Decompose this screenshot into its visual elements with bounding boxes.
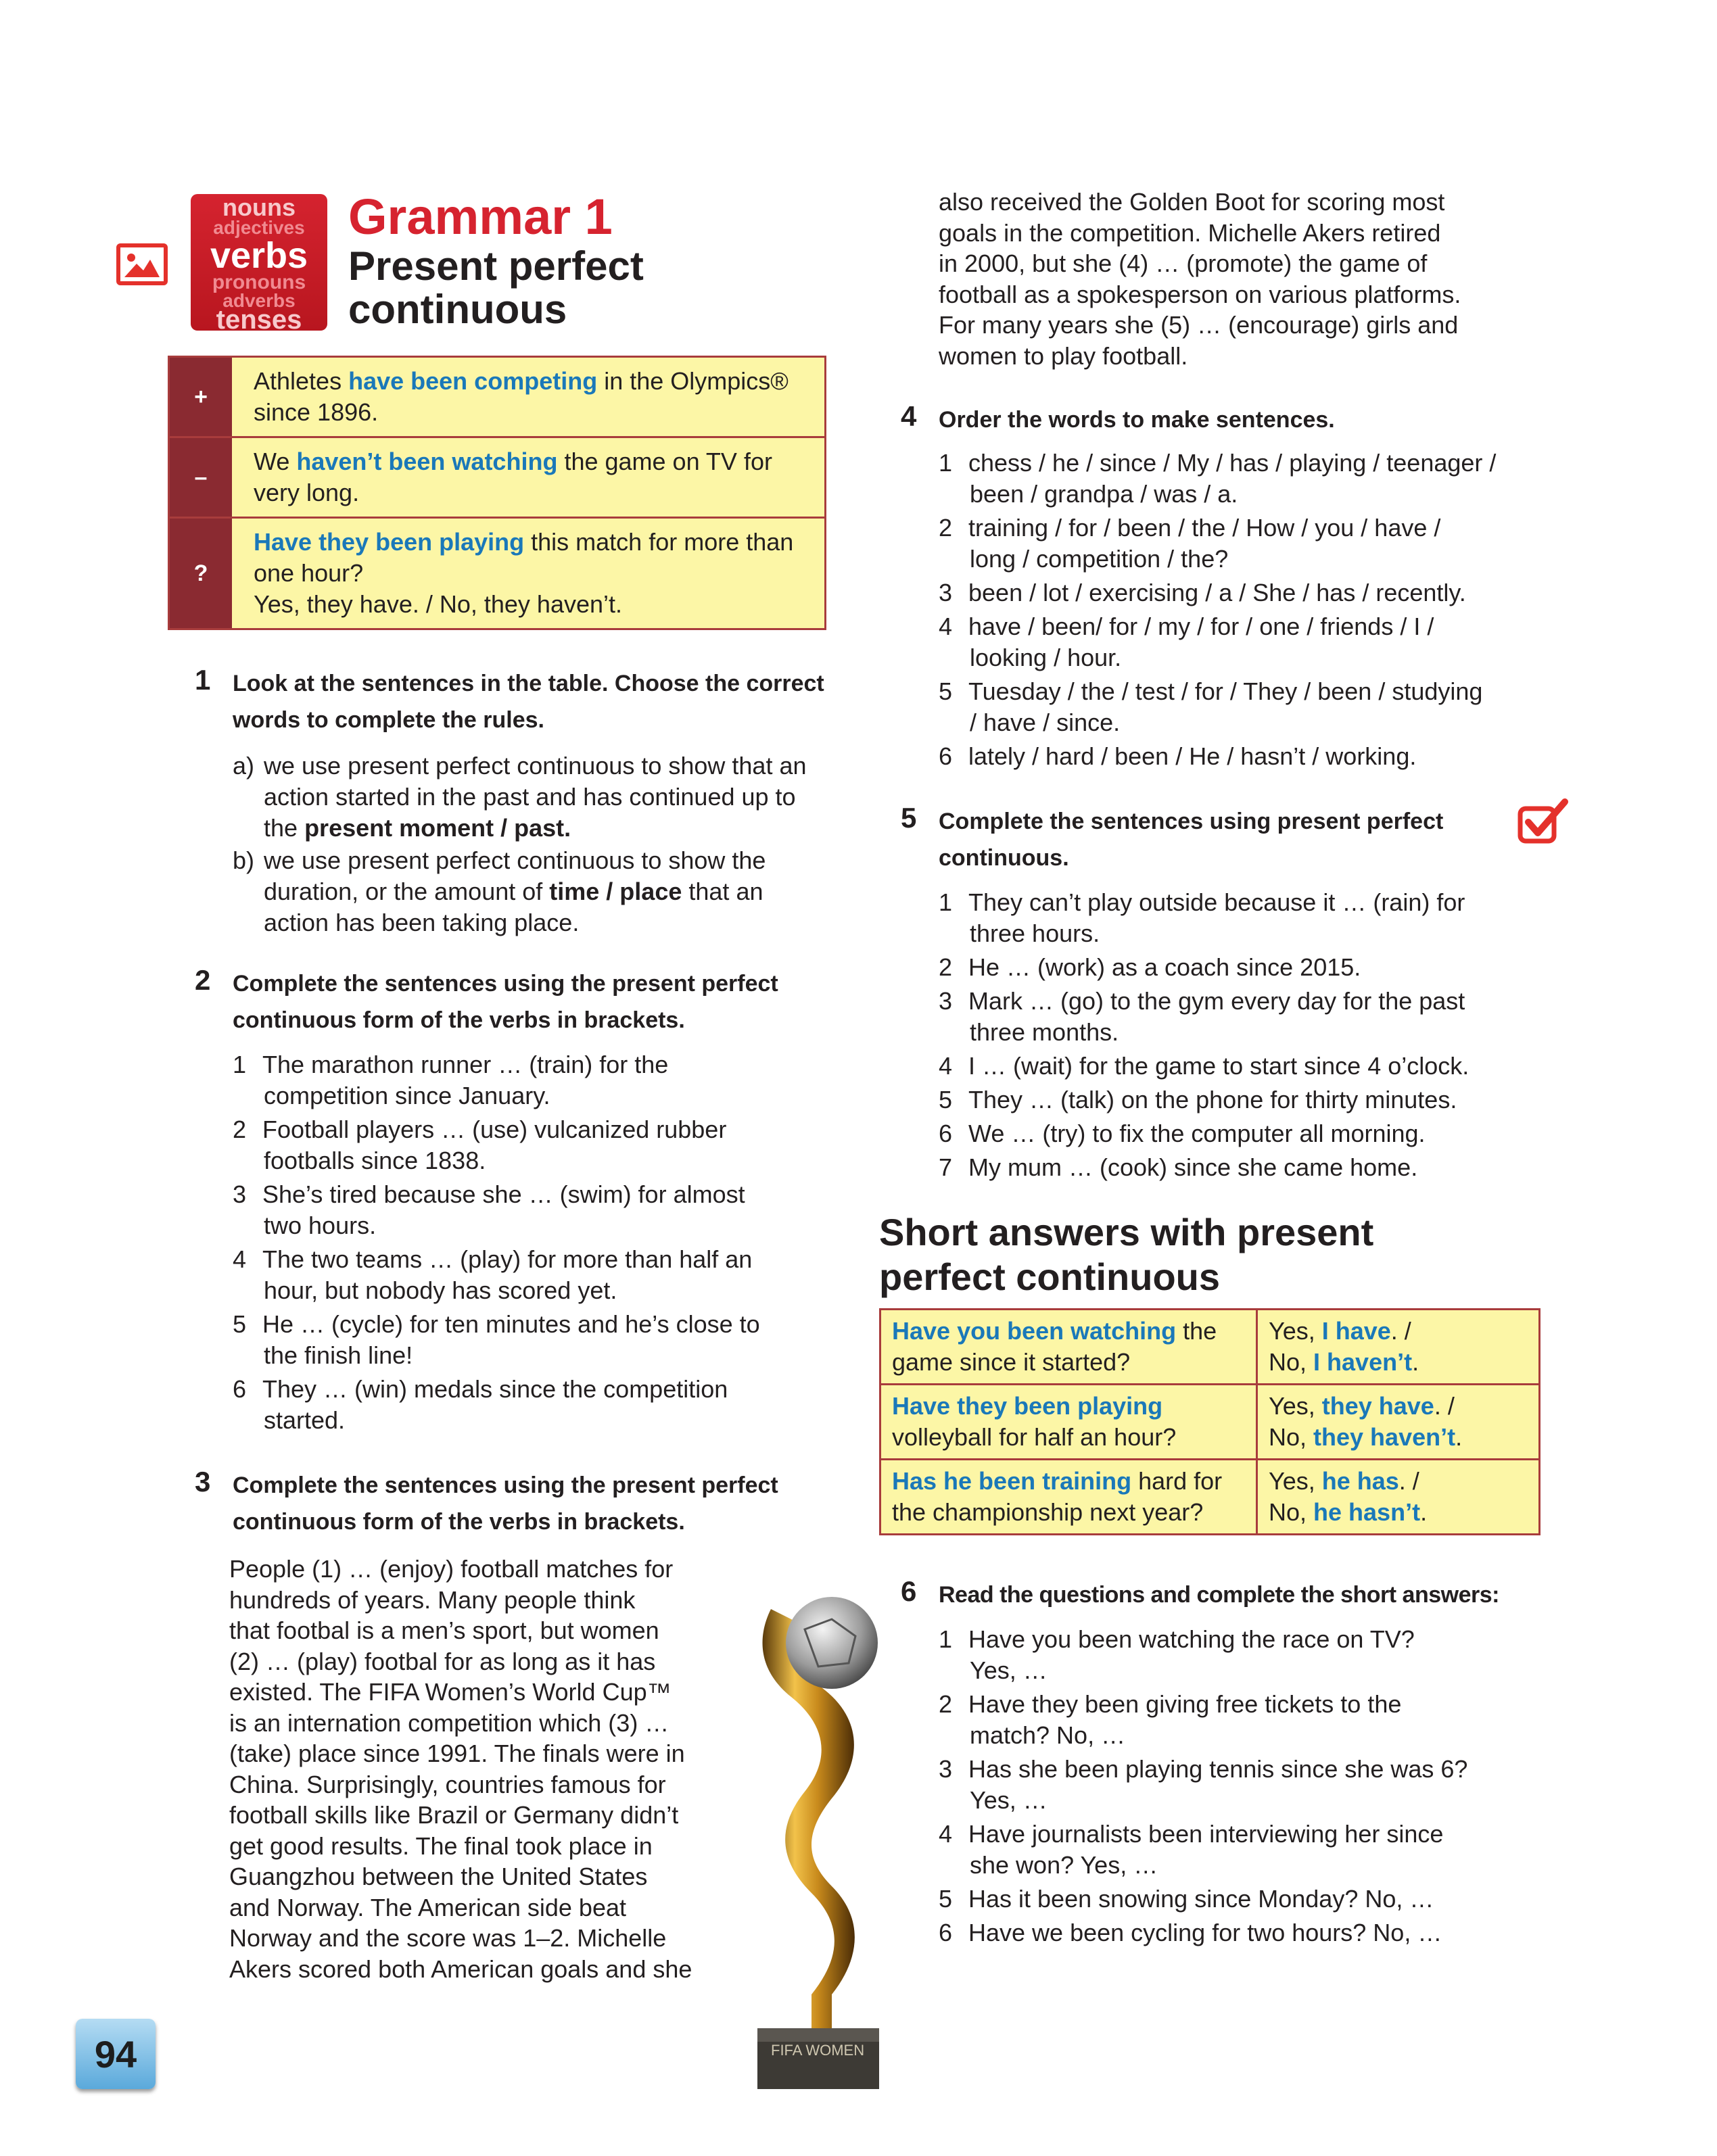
- grammar-logo: [191, 194, 327, 331]
- logo-word: tenses: [216, 305, 302, 331]
- grammar-row-negative: [170, 438, 824, 519]
- list-item: 2 He … (work) as a coach since 2015.: [939, 953, 1361, 981]
- exercise-number: 2: [195, 964, 211, 996]
- exercise-heading: Complete the sentences using the present perfect continuous form of the verbs in brackets.: [233, 971, 778, 1033]
- list-item: 3 been / lot / exercising / a / She / has / recently.: [939, 579, 1466, 606]
- logo-word: adverbs: [222, 290, 296, 311]
- exercise-number: 1: [195, 664, 211, 696]
- reading-passage: People (1) … (enjoy) football matches for hundreds of years. Many people think that footbal is a men’s sport, but women (2) … (play) footbal for as long as it has existed. The FIFA Women’s World Cup™ is an internation competition which (3) … (take) place since 1991. The finals were in China. Surprisingly, countries famous for football skills like Brazil or Germany didn’t get good results. The final took place in Guangzhou between the United States and Norway. The American side beat Norway and the score was 1–2. Michelle Akers scored both American goals and she: [229, 1555, 692, 1983]
- minus-symbol: –: [170, 438, 232, 517]
- exercise-heading: Complete the sentences using present perfect continuous.: [939, 809, 1444, 871]
- list-item: 5 Has it been snowing since Monday? No, …: [939, 1885, 1434, 1913]
- passage-continued: also received the Golden Boot for scoring most goals in the competition. Michelle Akers retired in 2000, but she (4) … (promote) the game of football as a spokesperson on various platforms. For many years she (5) … (encourage) girls and women to play football.: [939, 188, 1461, 370]
- exercise-number: 5: [901, 802, 917, 834]
- exercise-number: 3: [195, 1466, 211, 1498]
- short-answers-table: [879, 1308, 1540, 1535]
- list-item: 4 I … (wait) for the game to start since 4 o’clock.: [939, 1052, 1469, 1080]
- row-text: Yes, they have. / No, they haven’t.: [254, 590, 623, 618]
- row-text: We: [254, 448, 297, 475]
- logo-word: pronouns: [212, 271, 306, 293]
- question-symbol: ?: [170, 519, 232, 628]
- rule-text: we use present perfect continuous to show that an action started in the past and has continued up to the: [264, 752, 807, 842]
- page-number: 94: [76, 2019, 156, 2089]
- list-item: 1 They can’t play outside because it … (rain) for three hours.: [939, 888, 1465, 947]
- list-item: 4 The two teams … (play) for more than half an hour, but nobody has scored yet.: [233, 1245, 753, 1304]
- rule-choice[interactable]: time / place: [549, 878, 682, 905]
- list-item: 3 She’s tired because she … (swim) for almost two hours.: [233, 1180, 745, 1239]
- exercise-heading: Complete the sentences using the present perfect continuous form of the verbs in brackets.: [233, 1472, 778, 1535]
- list-item: 2 training / for / been / the / How / you / have / long / competition / the?: [939, 514, 1441, 573]
- row-highlight: haven’t been watching: [296, 448, 558, 475]
- list-item: 1 The marathon runner … (train) for the competition since January.: [233, 1051, 669, 1109]
- logo-word: verbs: [210, 235, 308, 276]
- exercise-list: [939, 448, 1547, 775]
- list-item: 5 He … (cycle) for ten minutes and he’s close to the finish line!: [233, 1310, 760, 1369]
- rule-a: [233, 750, 834, 844]
- trophy-image: [730, 1582, 906, 2096]
- list-item: 7 My mum … (cook) since she came home.: [939, 1153, 1418, 1181]
- plus-symbol: +: [170, 358, 232, 436]
- row-highlight: have been competing: [348, 367, 598, 395]
- grammar-row-question: [170, 519, 824, 628]
- row-text: in the Olympics® since 1896.: [254, 367, 789, 426]
- checkbox-icon[interactable]: [1516, 798, 1570, 845]
- exercise-number: 4: [901, 400, 917, 432]
- grammar-table: [168, 356, 826, 630]
- row-text: Athletes: [254, 367, 349, 395]
- rule-b: [233, 845, 834, 938]
- logo-word: adjectives: [213, 217, 305, 238]
- table-row: Has he been training hard for the championship next year? Yes, he has. / No, he hasn’t.: [881, 1460, 1538, 1533]
- image-icon[interactable]: [116, 243, 168, 285]
- list-item: 1 Have you been watching the race on TV? Yes, …: [939, 1625, 1415, 1684]
- list-item: 4 Have journalists been interviewing her since she won? Yes, …: [939, 1820, 1444, 1879]
- list-item: 2 Have they been giving free tickets to the match? No, …: [939, 1690, 1402, 1749]
- trophy-label: FIFA WOMEN: [771, 2042, 865, 2059]
- list-item: 5 Tuesday / the / test / for / They / been / studying / have / since.: [939, 677, 1483, 736]
- exercise-heading: Look at the sentences in the table. Choose the correct words to complete the rules.: [233, 671, 824, 733]
- list-item: 6 They … (win) medals since the competition started.: [233, 1375, 728, 1434]
- list-item: 4 have / been/ for / my / for / one / friends / I / looking / hour.: [939, 613, 1434, 671]
- exercise-list: [939, 1624, 1547, 1951]
- list-item: 3 Has she been playing tennis since she was 6? Yes, …: [939, 1755, 1468, 1814]
- exercise-list: [233, 1049, 841, 1439]
- section-title: Short answers with present perfect continuous: [879, 1211, 1374, 1298]
- list-item: 1 chess / he / since / My / has / playing / teenager / been / grandpa / was / a.: [939, 449, 1497, 508]
- grammar-row-affirmative: [170, 358, 824, 438]
- exercise-heading: Order the words to make sentences.: [939, 407, 1335, 433]
- rule-text: we use present perfect continuous to show the duration, or the amount of: [264, 846, 766, 905]
- row-text: the game on TV for very long.: [254, 448, 772, 506]
- page-title: Grammar 1: [348, 189, 613, 245]
- rule-choice[interactable]: present moment / past.: [304, 814, 571, 842]
- page-subtitle: Present perfect continuous: [348, 243, 644, 332]
- list-item: 6 Have we been cycling for two hours? No, …: [939, 1919, 1442, 1946]
- rule-label: a): [233, 752, 255, 780]
- table-row: Have they been playing volleyball for half an hour? Yes, they have. / No, they haven’t.: [881, 1385, 1538, 1460]
- list-item: 5 They … (talk) on the phone for thirty minutes.: [939, 1086, 1457, 1113]
- exercise-list: [939, 887, 1547, 1186]
- table-row: Have you been watching the game since it started? Yes, I have. / No, I haven’t.: [881, 1310, 1538, 1385]
- rule-text: that an action has been taking place.: [264, 878, 763, 936]
- exercise-heading: Read the questions and complete the short answers:: [939, 1582, 1499, 1608]
- list-item: 2 Football players … (use) vulcanized rubber footballs since 1838.: [233, 1116, 727, 1174]
- logo-word: nouns: [222, 194, 296, 221]
- list-item: 6 We … (try) to fix the computer all morning.: [939, 1120, 1426, 1147]
- row-highlight: Have they been playing: [254, 528, 525, 556]
- rule-label: b): [233, 846, 255, 874]
- list-item: 6 lately / hard / been / He / hasn’t / working.: [939, 742, 1417, 770]
- row-text: this match for more than one hour?: [254, 528, 794, 587]
- exercise-number: 6: [901, 1575, 917, 1607]
- list-item: 3 Mark … (go) to the gym every day for the past three months.: [939, 987, 1465, 1046]
